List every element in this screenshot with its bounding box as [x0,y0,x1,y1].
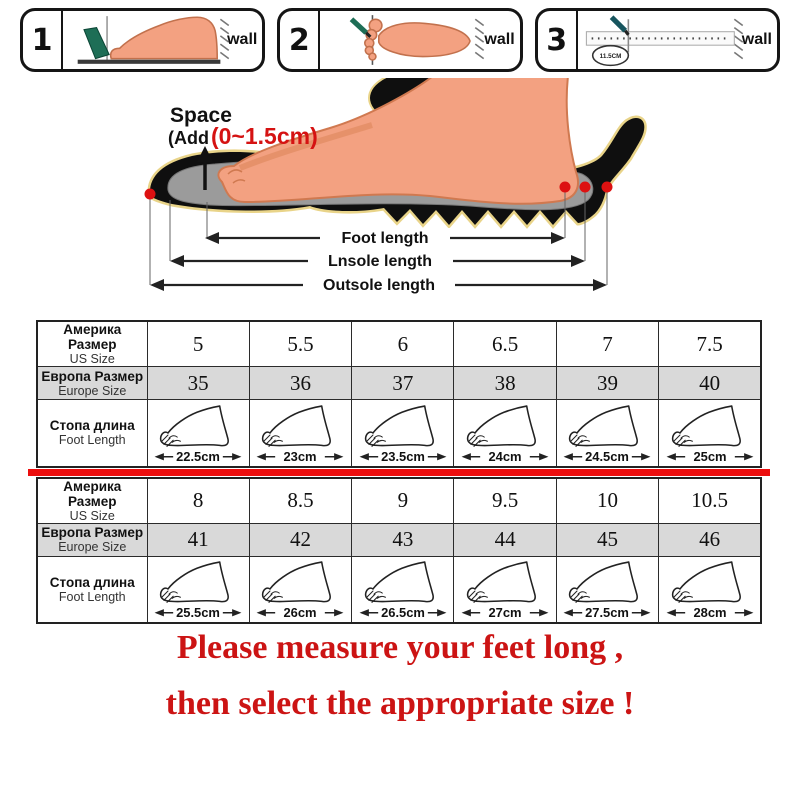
foot-length-cell [454,556,556,623]
eu-size-cell: 41 [147,523,249,556]
shoe-measure-diagram [0,78,800,318]
svg-text:28cm: 28cm [693,605,727,621]
us-size-row-label: Америка Размер US Size [37,321,147,367]
ruler-note-label: 11.5CM [599,53,622,61]
eu-size-cell: 36 [249,367,351,400]
red-dot [580,182,591,193]
foot-icon [457,404,553,464]
size-table-us8-10 [36,477,762,625]
eu-size-cell: 46 [659,523,761,556]
pencil-icon [352,19,371,37]
eu-size-row-label: Европа Размер Europe Size [37,523,147,556]
wall-label: wall [484,31,515,48]
foot-icon [559,560,655,620]
foot-length-row-label: Стопа длина Foot Length [37,556,147,623]
foot-icon [355,404,451,464]
eu-size-cell: 38 [454,367,556,400]
step-number: 2 [280,11,320,69]
measure-steps-row [20,8,780,72]
measure-block-icon [84,28,109,59]
eu-size-cell: 40 [659,367,761,400]
outsole-length-label: Outsole length [323,277,435,294]
red-dot [145,189,156,200]
svg-text:25cm: 25cm [693,448,727,464]
us-size-cell: 9.5 [454,478,556,524]
eu-size-cell: 42 [249,523,351,556]
footer-note-line1: Please measure your feet long , [176,629,624,666]
us-size-cell: 8 [147,478,249,524]
us-size-cell: 10 [556,478,658,524]
eu-size-cell: 44 [454,523,556,556]
svg-text:25.5cm: 25.5cm [176,605,221,621]
foot-icon [355,560,451,620]
step-number: 3 [538,11,578,69]
foot-icon [150,560,246,620]
us-size-cell: 6 [352,321,454,367]
us-size-cell: 8.5 [249,478,351,524]
foot-in-shoe-illustration [0,78,800,318]
foot-length-cell [659,556,761,623]
eu-size-cell: 37 [352,367,454,400]
add-label: (Add(0~1.5cm) [168,123,318,149]
svg-text:23cm: 23cm [283,448,318,464]
us-size-cell: 5 [147,321,249,367]
foot-icon [457,560,553,620]
foot-sole-shape [365,19,470,60]
step2-illustration [320,11,519,69]
foot-length-cell [147,400,249,467]
foot-length-cell [556,556,658,623]
eu-size-cell: 39 [556,367,658,400]
us-size-row [37,321,761,367]
eu-size-cell: 35 [147,367,249,400]
foot-shape [111,17,218,58]
eu-size-row [37,523,761,556]
eu-size-row-label: Европа Размер Europe Size [37,367,147,400]
step-panel-3 [535,8,780,72]
foot-icon [150,404,246,464]
space-label: Space [170,104,232,127]
foot-icon [252,560,348,620]
svg-text:27cm: 27cm [488,605,522,621]
svg-text:24cm: 24cm [488,448,522,464]
size-table-us5-7 [36,320,762,468]
foot-length-cell [352,556,454,623]
foot-length-row [37,556,761,623]
foot-icon [559,404,655,464]
foot-length-cell [352,400,454,467]
wall-label: wall [741,31,772,48]
svg-text:26.5cm: 26.5cm [380,605,425,621]
us-size-cell: 9 [352,478,454,524]
footer-note-line2: then select the appropriate size ! [165,685,635,722]
svg-text:27.5cm: 27.5cm [585,605,630,621]
us-size-row-label: Америка Размер US Size [37,478,147,524]
foot-length-cell [147,556,249,623]
svg-text:26cm: 26cm [283,605,318,621]
foot-length-cell [556,400,658,467]
foot-length-arrow [205,228,565,247]
insole-length-arrow [170,251,585,270]
svg-text:22.5cm: 22.5cm [176,448,221,464]
eu-size-cell: 43 [352,523,454,556]
foot-length-cell [249,400,351,467]
floor-bar [78,60,221,64]
step-panel-1 [20,8,265,72]
wall-label: wall [227,31,258,48]
us-size-cell: 6.5 [454,321,556,367]
foot-length-cell [659,400,761,467]
svg-text:24.5cm: 24.5cm [585,448,630,464]
us-size-cell: 5.5 [249,321,351,367]
step1-illustration [63,11,262,69]
step3-illustration [578,11,777,69]
outsole-length-arrow [150,275,607,294]
svg-text:23.5cm: 23.5cm [380,448,425,464]
foot-icon [662,560,758,620]
us-size-cell: 7.5 [659,321,761,367]
red-dot [602,182,613,193]
us-size-cell: 7 [556,321,658,367]
eu-size-row [37,367,761,400]
red-divider [28,469,770,476]
foot-length-row-label: Стопа длина Foot Length [37,400,147,467]
eu-size-cell: 45 [556,523,658,556]
foot-length-cell [249,556,351,623]
step-number: 1 [23,11,63,69]
red-dot [560,182,571,193]
foot-length-row [37,400,761,467]
insole-length-label: Lnsole length [328,253,432,270]
foot-icon [252,404,348,464]
wall-hatch-icon [476,19,484,58]
foot-icon [662,404,758,464]
footer-note [0,620,800,732]
foot-length-label: Foot length [341,230,429,247]
us-size-row [37,478,761,524]
size-tables [36,320,762,624]
step-panel-2 [277,8,522,72]
foot-length-cell [454,400,556,467]
us-size-cell: 10.5 [659,478,761,524]
